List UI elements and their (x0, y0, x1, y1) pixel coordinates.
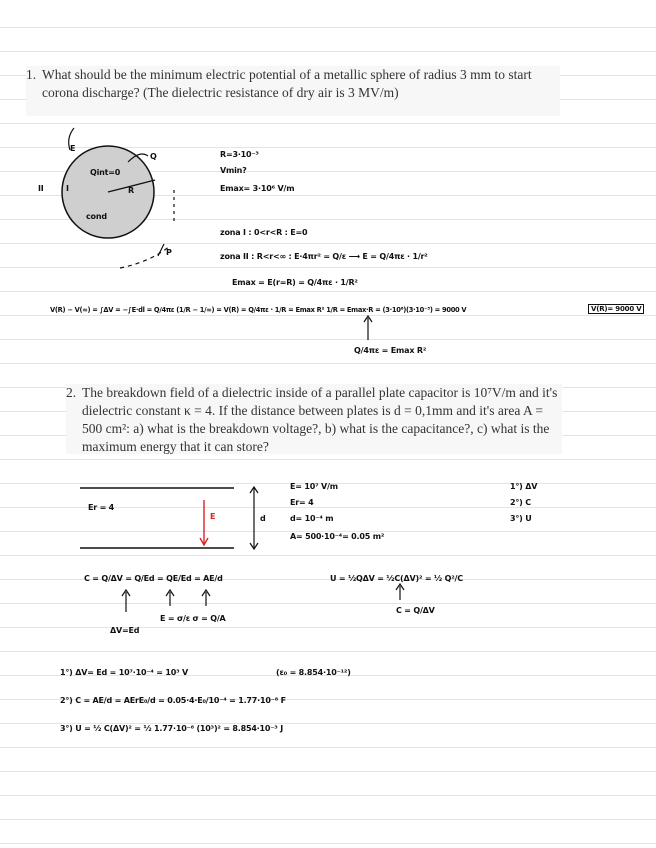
capacitance-formula: C = Q/ΔV = Q/Ed = QE/Ed = AE/d (84, 574, 223, 583)
answer-3: 3°) U = ½ C(ΔV)² = ½ 1.77·10⁻⁸ (10³)² = 8.854·10⁻³ J (60, 724, 283, 733)
zone-1: zona I : 0<r<R : E=0 (220, 228, 308, 237)
c-substitution: C = Q/ΔV (396, 606, 435, 615)
zone-2: zona II : R<r<∞ : E·4πr² = Q/ε ⟶ E = Q/4πε · 1/r² (220, 252, 428, 261)
problem-2-number: 2. (66, 385, 77, 400)
problem-1-text: What should be the minimum electric potential of a metallic sphere of radius 3 mm to start corona discharge? (The dielectric resistance of dry air is 3 MV/m) (42, 67, 532, 100)
answer-1: 1°) ΔV= Ed = 10⁷·10⁻⁴ = 10³ V (60, 668, 188, 677)
fig-label-Q: Q (150, 152, 157, 161)
fig-label-P: P (166, 248, 172, 257)
given-E: E= 10⁷ V/m (290, 482, 338, 491)
given-R: R=3·10⁻³ (220, 150, 259, 159)
ask-1: 1°) ΔV (510, 482, 538, 491)
fig-label-Qint: Qint=0 (90, 168, 121, 177)
ask-2: 2°) C (510, 498, 531, 507)
problem-2-text: The breakdown field of a dielectric inside of a parallel plate capacitor is 10⁷V/m and it's dielectric constant κ = 4. If the distance between plates is d = 0,1mm and it's area A = 500 cm²: a) what is the breakdown voltage?, b) what is the capacitance?, c) what is the maximum energy that it can store? (82, 385, 558, 454)
e-formula: E = σ/ε σ = Q/A (160, 614, 226, 623)
given-er: Er= 4 (290, 498, 314, 507)
given-A: A= 500·10⁻⁴= 0.05 m² (290, 532, 385, 541)
potential-line: V(R) − V(∞) = ∫ΔV = −∫E·dl = Q/4πε (1/R − 1/∞) = V(R) = Q/4πε · 1/R = Emax R² 1/R = Emax·R = (3·10⁶)(3·10⁻³) = 9000 V (50, 306, 467, 314)
distance-label: d (260, 514, 266, 523)
substitution-label: Q/4πε = Emax R² (354, 346, 427, 355)
fig-label-cond: cond (86, 212, 107, 221)
fig-label-I: I (66, 184, 69, 193)
energy-formula: U = ½QΔV = ½C(ΔV)² = ½ Q²/C (330, 574, 463, 583)
given-d: d= 10⁻⁴ m (290, 514, 334, 523)
epsilon-0: (ε₀ = 8.854·10⁻¹²) (276, 668, 351, 677)
given-Vmin: Vmin? (220, 166, 247, 175)
problem-1-number: 1. (26, 67, 37, 82)
ask-3: 3°) U (510, 514, 532, 523)
field-label: E (210, 512, 216, 521)
result-box: V(R)= 9000 V (588, 304, 644, 314)
dv-formula: ΔV=Ed (110, 626, 140, 635)
fig-label-R: R (128, 186, 134, 195)
fig-label-II: II (38, 184, 44, 193)
dielectric-constant: Er = 4 (88, 503, 115, 512)
given-Emax: Emax= 3·10⁶ V/m (220, 184, 295, 193)
answer-2: 2°) C = AE/d = AErE₀/d = 0.05·4·E₀/10⁻⁴ = 1.77·10⁻⁸ F (60, 696, 286, 705)
fig-label-E: E (70, 144, 76, 153)
emax-line: Emax = E(r=R) = Q/4πε · 1/R² (232, 278, 358, 287)
